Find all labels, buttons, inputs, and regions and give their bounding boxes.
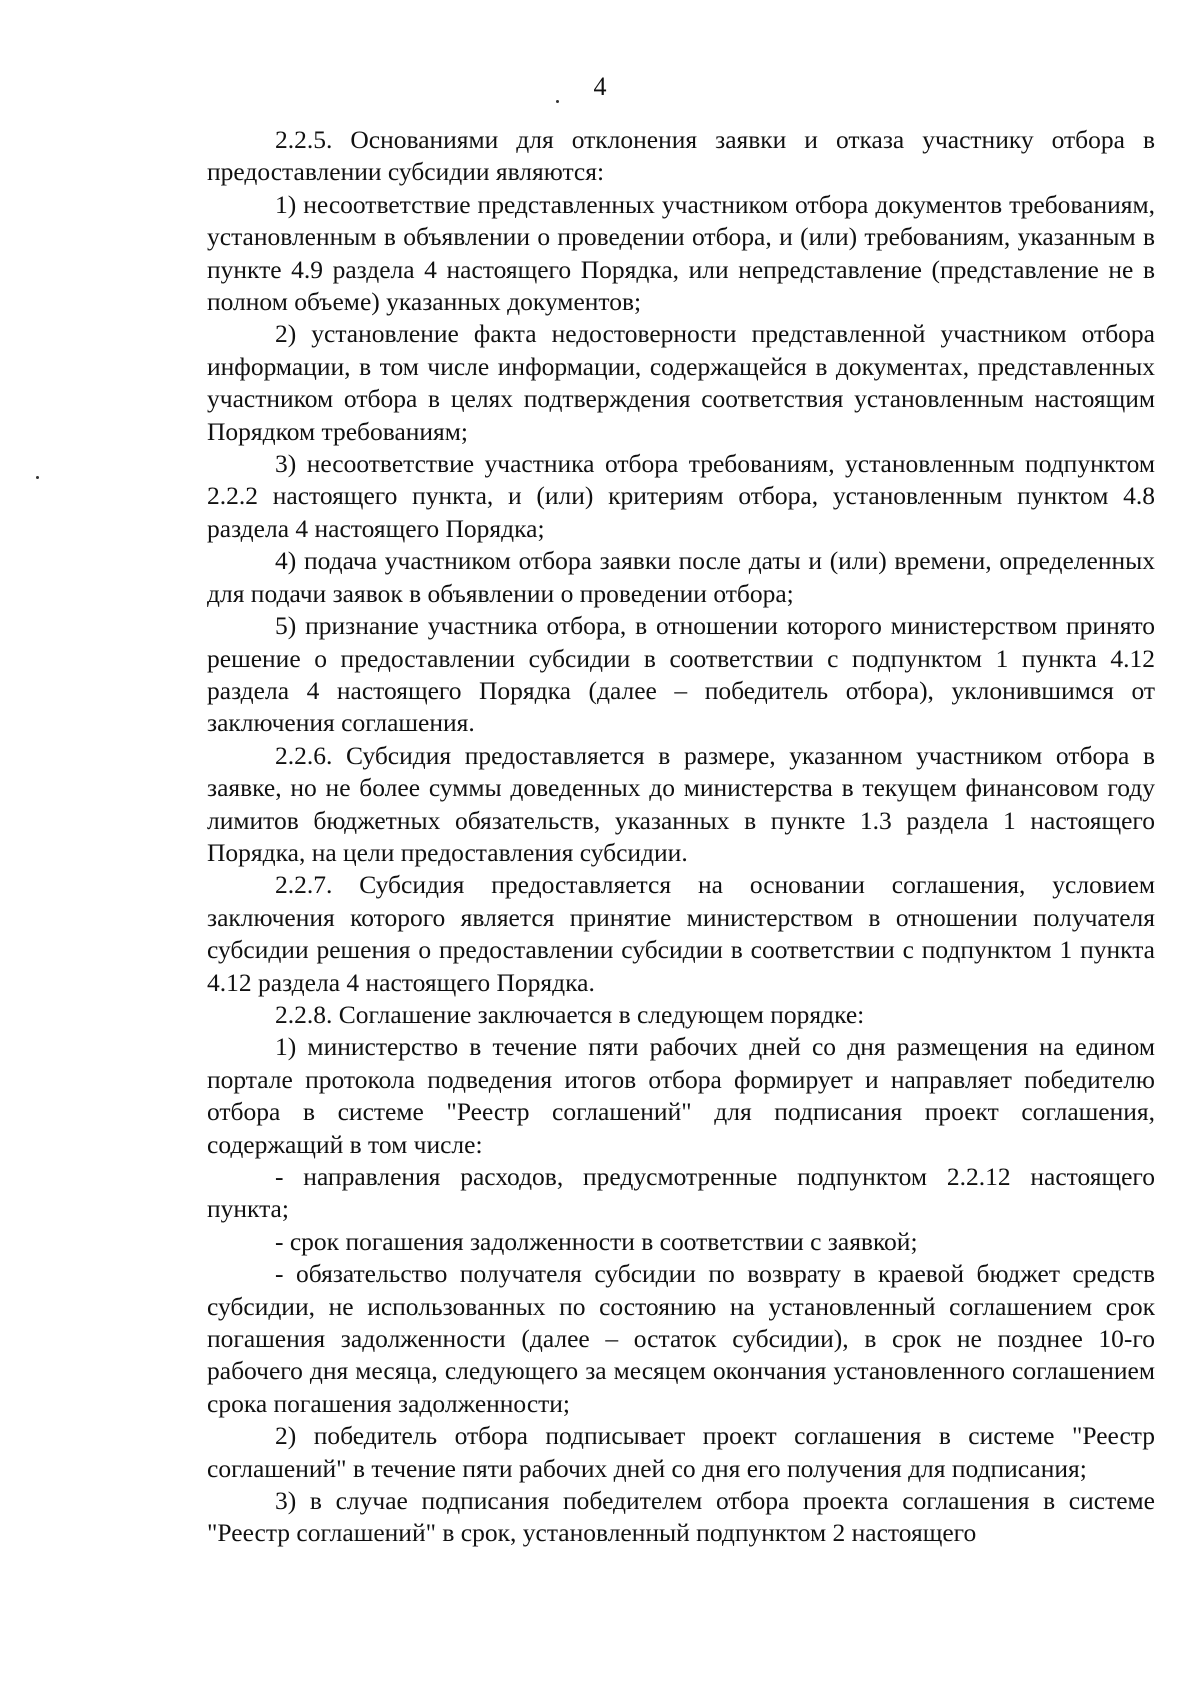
paragraph-item-3: 3) несоответствие участника отбора требованиям, установленным подпунктом 2.2.2 настоящего пункта, и (или) критериям отбора, установленным пунктом 4.8 раздела 4 настоящего Порядка;	[207, 449, 1155, 543]
scan-speck	[36, 476, 39, 479]
paragraph-2-2-8: 2.2.8. Соглашение заключается в следующем порядке:	[275, 999, 865, 1029]
page-number: 4	[593, 72, 607, 101]
paragraph-dash-item-expenses: - направления расходов, предусмотренные подпунктом 2.2.12 настоящего пункта;	[207, 1162, 1155, 1224]
paragraph-agreement-step-3: 3) в случае подписания победителем отбора проекта соглашения в системе "Реестр соглашений" в срок, установленный подпунктом 2 настоящего	[207, 1486, 1155, 1548]
paragraph-dash-item-term: - срок погашения задолженности в соответствии с заявкой;	[275, 1226, 918, 1256]
paragraph-2-2-7: 2.2.7. Субсидия предоставляется на основании соглашения, условием заключения которого является принятие министерством в отношении получателя субсидии решения о предоставлении субсидии в соответствии с подпунктом 1 пункта 4.12 раздела 4 настоящего Порядка.	[207, 870, 1155, 997]
paragraph-dash-item-obligation: - обязательство получателя субсидии по возврату в краевой бюджет средств субсидии, не использованных по состоянию на установленный соглашением срок погашения задолженности (далее – остаток субсидии), в срок не позднее 10-го рабочего дня месяца, следующего за месяцем окончания установленного соглашением срока погашения задолженности;	[207, 1259, 1155, 1418]
paragraph-2-2-5: 2.2.5. Основаниями для отклонения заявки и отказа участнику отбора в предоставлении субсидии являются:	[207, 125, 1155, 187]
paragraph-agreement-step-1: 1) министерство в течение пяти рабочих дней со дня размещения на едином портале протокола подведения итогов отбора формирует и направляет победителю отбора в системе "Реестр соглашений" для подписания проект соглашения, содержащий в том числе:	[207, 1032, 1155, 1159]
paragraph-2-2-6: 2.2.6. Субсидия предоставляется в размере, указанном участником отбора в заявке, но не более суммы доведенных до министерства в текущем финансовом году лимитов бюджетных обязательств, указанных в пункте 1.3 раздела 1 настоящего Порядка, на цели предоставления субсидии.	[207, 740, 1155, 867]
paragraph-item-5: 5) признание участника отбора, в отношении которого министерством принято решение о предоставлении субсидии в соответствии с подпунктом 1 пункта 4.12 раздела 4 настоящего Порядка (далее – победитель отбора), уклонившимся от заключения соглашения.	[207, 611, 1155, 738]
scan-speck	[556, 100, 559, 103]
paragraph-item-4: 4) подача участником отбора заявки после даты и (или) времени, определенных для подачи заявок в объявлении о проведении отбора;	[207, 546, 1155, 608]
document-body	[207, 124, 1155, 1550]
paragraph-item-2: 2) установление факта недостоверности представленной участником отбора информации, в том числе информации, содержащейся в документах, представленных участником отбора в целях подтверждения соответствия установленным настоящим Порядком требованиям;	[207, 319, 1155, 446]
paragraph-agreement-step-2: 2) победитель отбора подписывает проект соглашения в системе "Реестр соглашений" в течение пяти рабочих дней со дня его получения для подписания;	[207, 1421, 1155, 1483]
paragraph-item-1: 1) несоответствие представленных участником отбора документов требованиям, установленным в объявлении о проведении отбора, и (или) требованиям, указанным в пункте 4.9 раздела 4 настоящего Порядка, или непредставление (представление не в полном объеме) указанных документов;	[207, 189, 1155, 317]
